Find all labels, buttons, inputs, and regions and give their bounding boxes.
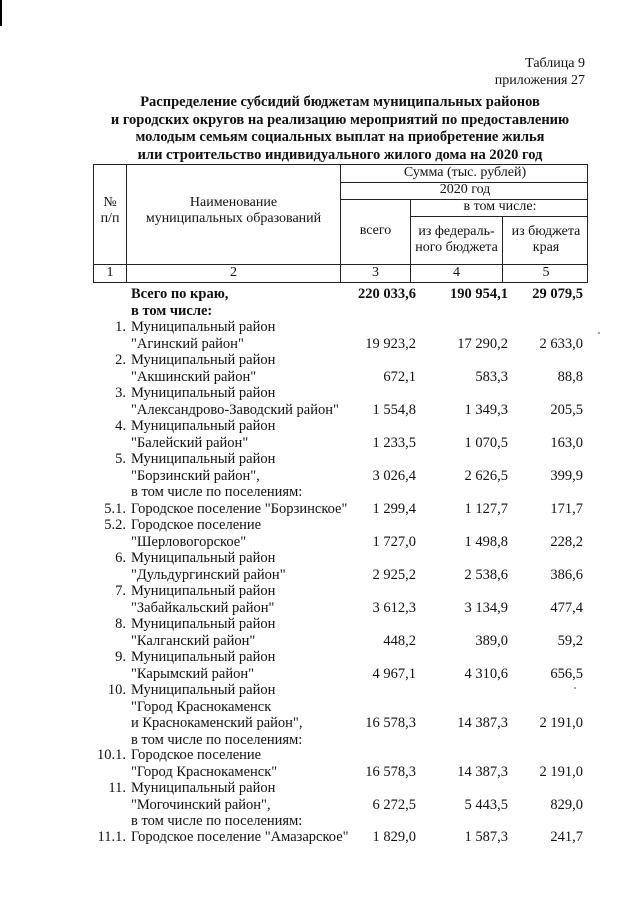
row-federal: 14 387,3 [457,715,508,732]
row-total: 1 299,4 [372,501,416,517]
row-number: 10. [107,682,126,698]
row-federal: 1 070,5 [464,434,508,451]
row-name-line: Городское поселение "Амазарское" [131,829,349,845]
row-total: 19 923,2 [365,335,416,352]
header-num [94,195,126,227]
col-number: 2 [230,265,237,280]
row-number: 10.1. [97,747,126,763]
row-total: 16 578,3 [365,763,416,780]
row-name-line: Муниципальный район [131,583,276,599]
row-federal: 5 443,5 [464,796,508,813]
header-name-line: муниципальных образований [145,211,322,226]
col-number: 4 [453,265,460,280]
header-num-line: № [103,195,117,210]
col-number: 5 [542,265,550,280]
row-name-line: Городское поселение [131,747,262,763]
header-regional-line: из бюджета [511,224,581,239]
row-name-line: в том числе по поселениям: [131,484,303,501]
row-total: 3 026,4 [372,467,416,484]
row-federal: 1 127,7 [464,501,508,517]
row-number: 2. [115,352,126,368]
header-federal-line: из федераль- [418,224,495,239]
row-regional: 399,9 [550,467,583,484]
column-numbers-row [93,265,588,283]
row-name-line: в том числе по поселениям: [131,731,303,748]
row-federal: 17 290,2 [457,335,508,352]
scan-edge-mark [0,0,2,26]
table-label: Таблица 9 [525,56,585,71]
row-total: 6 272,5 [372,796,416,813]
row-total: 1 554,8 [372,401,416,418]
header-federal [411,224,502,256]
row-federal: 2 538,6 [464,566,508,583]
table-header [93,164,588,265]
row-name-line: Муниципальный район [131,682,276,698]
header-name-line: Наименование [189,195,278,210]
row-regional: 829,0 [550,796,583,813]
row-number: 11.1. [97,829,126,845]
title-line: и городских округов на реализацию мероприятий по предоставлению [110,111,570,128]
row-federal: 14 387,3 [457,763,508,780]
row-number: 3. [115,385,126,401]
row-federal: 1 349,3 [464,401,508,418]
row-name-line: Муниципальный район [131,780,276,796]
title-line: молодым семьям социальных выплат на приобретение жилья [135,129,545,145]
row-regional: 656,5 [550,665,583,682]
row-number: 5. [115,451,126,467]
row-total: 2 925,2 [372,566,416,583]
header-total: всего [359,223,392,238]
row-total: 1 727,0 [372,533,416,550]
row-name-line: "Балейский район" [131,434,249,451]
row-name-line: Муниципальный район [131,451,276,467]
row-total: 448,2 [383,632,416,649]
row-name-line: Муниципальный район [131,352,276,368]
row-number: 6. [115,550,126,566]
row-name-line: Муниципальный район [131,550,276,566]
header-num-line: п/п [100,211,120,226]
row-name-line: "Дульдургинский район" [131,566,286,583]
row-federal: 389,0 [475,632,508,649]
scan-speck [574,687,576,689]
row-name-line: Городское поселение "Борзинское" [131,501,348,517]
title-line: Распределение субсидий бюджетам муниципальных районов [140,94,540,110]
row-total: 1 233,5 [372,434,416,451]
row-name-line: Муниципальный район [131,418,276,434]
row-name-line: "Карымский район" [131,665,255,682]
row-regional: 228,2 [550,533,583,550]
row-regional: 59,2 [557,632,583,649]
row-name-line: в том числе: [131,302,213,319]
header-regional [503,224,589,256]
row-name-line: Городское поселение [131,517,262,533]
row-name-line: "Забайкальский район" [131,599,275,616]
row-federal: 583,3 [475,368,508,385]
row-regional: 386,6 [550,566,583,583]
row-regional: 477,4 [550,599,583,616]
header-name [127,195,340,227]
row-number: 8. [115,616,126,632]
row-name-line: "Борзинский район", [131,467,260,484]
row-number: 1. [115,319,126,335]
row-number: 11. [108,780,126,796]
row-name-line: Муниципальный район [131,616,276,632]
header-sum: Сумма (тыс. рублей) [403,165,527,180]
header-federal-line: ного бюджета [415,240,498,255]
row-total: 1 829,0 [372,829,416,845]
scan-speck [598,332,600,334]
header-regional-line: края [532,240,560,255]
row-name-line: "Александрово-Заводский район" [131,401,339,418]
row-regional: 205,5 [550,401,583,418]
row-regional: 29 079,5 [532,286,583,302]
row-name-line: Муниципальный район [131,385,276,401]
row-regional: 2 633,0 [539,335,583,352]
row-total: 4 967,1 [372,665,416,682]
row-regional: 171,7 [550,501,583,517]
row-federal: 1 498,8 [464,533,508,550]
row-name-line: Всего по краю, [131,286,229,302]
row-name-line: "Акшинский район" [131,368,257,385]
row-number: 5.2. [104,517,126,533]
row-regional: 163,0 [550,434,583,451]
row-regional: 2 191,0 [539,763,583,780]
row-name-line: "Могочинский район", [131,796,271,813]
row-regional: 2 191,0 [539,715,583,732]
title-line: или строительство индивидуального жилого дома на 2020 год [137,146,543,163]
row-number: 9. [115,649,126,665]
row-number: 5.1. [104,501,126,517]
header-including: в том числе: [463,199,537,214]
appendix-label: приложения 27 [494,73,585,88]
row-total: 220 033,6 [358,286,416,302]
row-federal: 1 587,3 [464,829,508,845]
row-name-line: "Город Краснокаменск [131,698,272,715]
document-title [90,94,590,164]
col-number: 1 [106,265,114,280]
row-name-line: Муниципальный район [131,649,276,665]
row-number: 4. [115,418,126,434]
row-total: 3 612,3 [372,599,416,616]
row-name-line: Муниципальный район [131,319,276,335]
row-number: 7. [115,583,126,599]
row-name-line: "Агинский район" [131,335,244,352]
row-name-line: "Город Краснокаменск" [131,763,278,780]
row-name-line: "Калганский район" [131,632,256,649]
row-total: 672,1 [383,368,416,385]
row-federal: 3 134,9 [464,599,508,616]
row-total: 16 578,3 [365,715,416,732]
row-federal: 190 954,1 [450,286,508,302]
row-regional: 241,7 [550,829,583,845]
divider [410,216,588,217]
row-federal: 4 310,6 [464,665,508,682]
row-name-line: "Шерловогорское" [131,533,247,550]
row-federal: 2 626,5 [464,467,508,484]
row-name-line: и Краснокаменский район", [131,715,303,732]
row-name-line: в том числе по поселениям: [131,813,303,830]
row-regional: 88,8 [557,368,583,385]
header-year: 2020 год [439,182,491,197]
col-number: 3 [372,265,379,280]
